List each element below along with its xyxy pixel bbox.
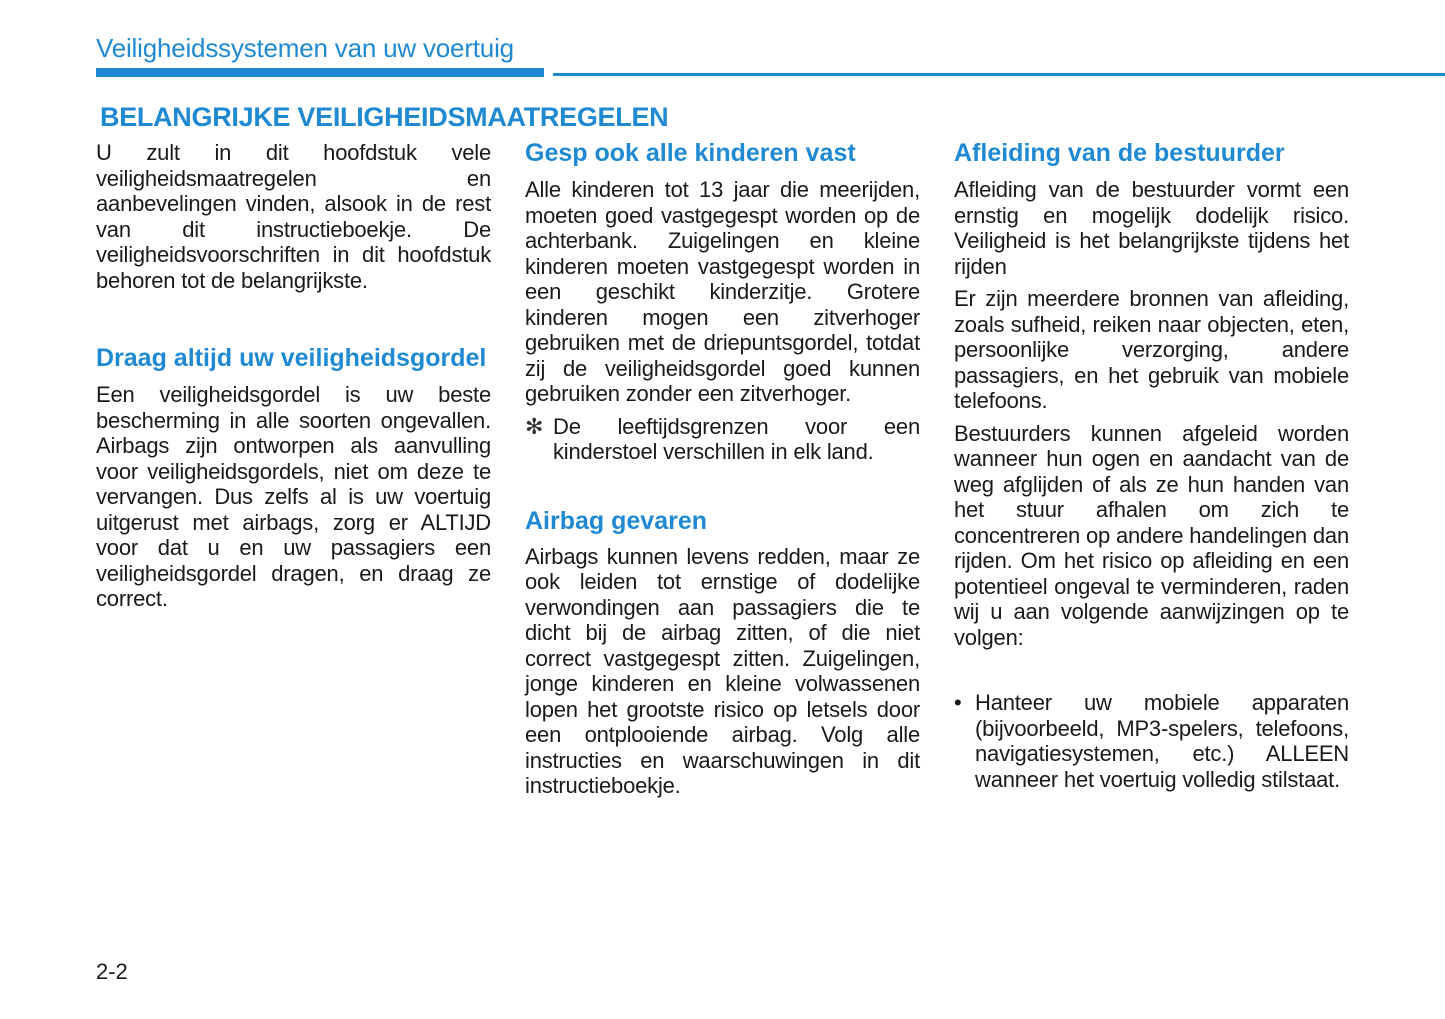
distraction-paragraph-1: Afleiding van de bestuurder vormt een ernstig en mogelijk dodelijk risico. Veiligheid is het belangrijkste tijdens het rijden — [954, 177, 1349, 279]
distraction-heading: Afleiding van de bestuurder — [954, 139, 1285, 167]
children-paragraph: Alle kinderen tot 13 jaar die meerijden, moeten goed vastgegespt worden op de achterbank. Zuigelingen en kleine kinderen moeten vastgegespt worden in een geschikt kinderzitje. Grotere kinderen mogen een zitverhoger gebruiken met de driepuntsgordel, totdat zij de veiligheidsgordel goed kunnen gebruiken zonder een zitverhoger. — [525, 177, 920, 406]
seatbelt-heading: Draag altijd uw veiligheidsgordel — [96, 344, 487, 372]
distraction-paragraph-3: Bestuurders kunnen afgeleid worden wanneer hun ogen en aandacht van de weg afglijden of als ze hun handen van het stuur afhalen om zich te concentreren op andere handelingen dan rijden. Om het risico op afleiding en een potentieel ongeval te verminderen, raden wij u aan volgende aanwijzingen op te volgen: — [954, 420, 1349, 650]
seatbelt-paragraph: Een veiligheidsgordel is uw beste bescherming in alle soorten ongevallen. Airbags zijn ontworpen als aanvulling voor veiligheidsgordels, niet om deze te vervangen. Dus zelfs al is uw voertuig uitgerust met airbags, zorg er ALTIJD voor dat u en uw passagiers een veiligheidsgordel dragen, en draag ze correct. — [96, 382, 491, 611]
section-title: BELANGRIJKE VEILIGHEIDSMAATREGELEN — [100, 102, 669, 132]
page-number: 2-2 — [96, 959, 128, 984]
age-limit-note — [525, 414, 920, 465]
note-text: De leeftijdsgrenzen voor een kinderstoel verschillen in elk land. — [553, 413, 920, 464]
airbag-heading: Airbag gevaren — [525, 506, 708, 535]
running-header-title: Veiligheidssystemen van uw voertuig — [96, 33, 514, 63]
intro-paragraph: U zult in dit hoofdstuk vele veiligheidsmaatregelen en aanbevelingen vinden, alsook in de rest van dit instructieboekje. De veiligheidsvoorschriften in dit hoofdstuk behoren tot de belangrijkste. — [96, 140, 491, 293]
header-rule-thick — [96, 68, 544, 77]
column-2 — [525, 140, 920, 799]
column-3 — [954, 140, 1349, 792]
children-heading: Gesp ook alle kinderen vast — [525, 139, 856, 167]
note-asterisk-icon: ✻ — [525, 413, 544, 439]
list-item — [954, 690, 1349, 792]
distraction-paragraph-2: Er zijn meerdere bronnen van afleiding, zoals sufheid, reiken naar objecten, eten, persoonlijke verzorging, andere passagiers, en het gebruik van mobiele telefoons. — [954, 286, 1349, 413]
bullet-text: Hanteer uw mobiele apparaten (bijvoorbeeld, MP3-spelers, telefoons, navigatiesystemen, etc.) ALLEEN wanneer het voertuig volledig stilstaat. — [975, 690, 1349, 792]
column-1 — [96, 140, 491, 612]
bullet-icon: • — [954, 690, 962, 715]
header-rule-thin — [553, 73, 1445, 76]
airbag-paragraph: Airbags kunnen levens redden, maar ze ook leiden tot ernstige of dodelijke verwondingen aan passagiers die te dicht bij de airbag zitten, of die niet correct vastgegespt zitten. Zuigelingen, jonge kinderen en kleine volwassenen lopen het grootste risico op letsels door een ontplooiende airbag. Volg alle instructies en waarschuwingen in dit instructieboekje. — [525, 543, 920, 798]
